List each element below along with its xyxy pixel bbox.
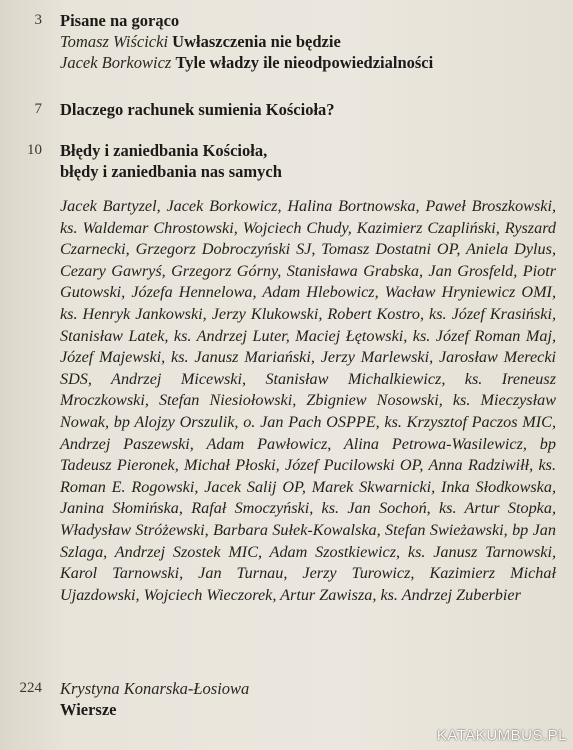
- entry-content: [60, 678, 556, 720]
- article-title: Tyle władzy ile nieodpowiedzialności: [175, 53, 434, 72]
- page-number: 7: [34, 101, 42, 117]
- section-title-line-2: błędy i zaniedbania nas samych: [60, 162, 282, 181]
- watermark: KATAKUMBUS.PL: [436, 727, 567, 744]
- section-title-line-1: Błędy i zaniedbania Kościoła,: [60, 141, 268, 160]
- section-title: Pisane na gorąco: [60, 11, 180, 30]
- article-line: [60, 31, 556, 52]
- contributors-list: Jacek Bartyzel, Jacek Borkowicz, Halina Bortnowska, Paweł Broszkowski, ks. Waldemar Chrostowski, Wojciech Chudy, Kazimierz Czapliński, Ryszard Czarnecki, Grzegorz Dobroczyński SJ, Tomasz Dostatni OP, Aniela Dylus, Cezary Gawryś, Grzegorz Górny, Stanisława Grabska, Jan Grosfeld, Piotr Gutowski, Józefa Hennelowa, Adam Hlebowicz, Wacław Hryniewicz OMI, ks. Henryk Jankowski, Jerzy Klukowski, Robert Kostro, ks. Józef Krasiński, Stanisław Latek, ks. Andrzej Luter, Maciej Łętowski, ks. Józef Roman Maj, Józef Majewski, ks. Janusz Mariański, Jerzy Marlewski, Jarosław Merecki SDS, Andrzej Micewski, Stanisław Michalkiewicz, ks. Ireneusz Mroczkowski, Stefan Niesiołowski, Zbigniew Nosowski, ks. Mieczysław Nowak, bp Alojzy Orszulik, o. Jan Pach OSPPE, ks. Krzysztof Paczos MIC, Andrzej Paszewski, Adam Pawłowicz, Alina Petrowa-Wasilewicz, bp Tadeusz Pieronek, Michał Płoski, Józef Pucilowski OP, Anna Radziwiłł, ks. Roman E. Rogowski, Jacek Salij OP, Marek Skwarnicki, Inka Słodkowska, Janina Słomińska, Rafał Smoczyński, ks. Jan Sochoń, ks. Artur Stopka, Władysław Stróżewski, Barbara Sułek-Kowalska, Stefan Swieżawski, bp Jan Szlaga, Andrzej Szostek MIC, Adam Szostkiewicz, ks. Janusz Tarnowski, Karol Tarnowski, Jan Turnau, Jerzy Turowicz, Kazimierz Michał Ujazdowski, Wojciech Wieczorek, Artur Zawisza, ks. Andrzej Zuberbier: [60, 197, 556, 604]
- article-author: Tomasz Wiścicki: [60, 32, 169, 51]
- page-number: 10: [27, 142, 42, 158]
- article-line: [60, 52, 556, 73]
- article-author: Jacek Borkowicz: [60, 53, 172, 72]
- article-author: Krystyna Konarska-Łosiowa: [60, 679, 250, 698]
- section-title: Dlaczego rachunek sumienia Kościoła?: [60, 100, 335, 119]
- section-title: Wiersze: [60, 700, 117, 719]
- article-title: Uwłaszczenia nie będzie: [172, 32, 341, 51]
- page-number: 3: [34, 12, 42, 28]
- article-author-line: [60, 678, 556, 699]
- entry-content: [60, 99, 556, 120]
- entry-content: [60, 140, 556, 606]
- entry-content: [60, 10, 556, 73]
- page-number: 224: [19, 680, 42, 696]
